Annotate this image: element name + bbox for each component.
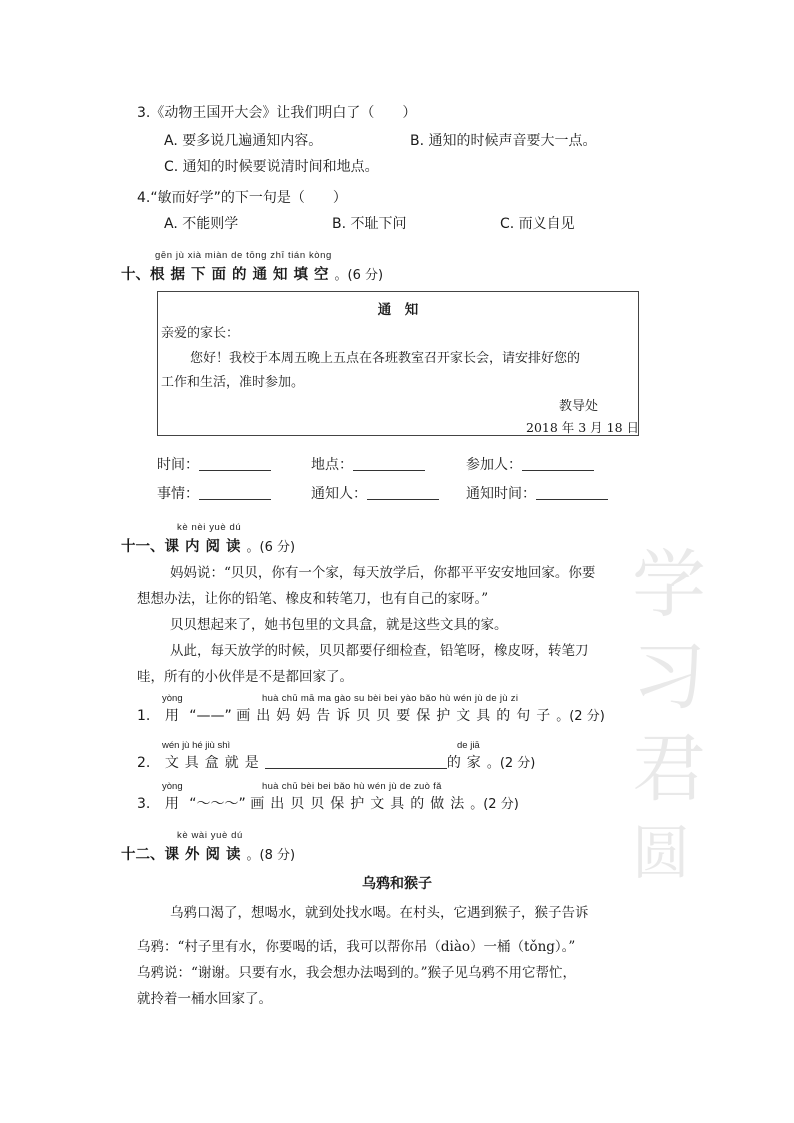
section-number: 十一、 (121, 539, 165, 555)
reading-question-1: 1. 用 “——” 画出妈妈告诉贝贝要保护文具的句子。(2 分) (137, 708, 605, 724)
story-line: 乌鸦：“村子里有水，你要喝的话，我可以帮你吊（diào）一桶（tǒng）。” (137, 939, 576, 955)
story-title: 乌鸦和猴子 (362, 876, 432, 892)
blank-line[interactable] (199, 485, 271, 500)
notice-date: 2018 年 3 月 18 日 (526, 420, 640, 435)
section-title: 根据下面的通知填空 (150, 267, 335, 283)
passage-line: 哇，所有的小伙伴是不是都回家了。 (137, 669, 353, 685)
q1-pinyin-2: huà chū mā ma gào su bèi bei yào bǎo hù wén jù de jù zi (262, 693, 519, 704)
option-a: A. 要多说几遍通知内容。 (164, 133, 323, 149)
watermark-char: 君 (632, 726, 706, 812)
question-number: 3. (137, 796, 151, 812)
section12-heading (121, 843, 295, 864)
q2-pinyin-2: de jiā (457, 740, 480, 751)
q2-pinyin-1: wén jù hé jiù shì (162, 740, 231, 751)
question-stem: 《动物王国开大会》让我们明白了（ ） (150, 105, 417, 121)
question-number: 2. (137, 755, 151, 771)
question-4 (137, 188, 347, 208)
notice-box (157, 291, 639, 436)
section10-pinyin: gēn jù xià miàn de tōng zhī tián kòng (155, 250, 332, 261)
notice-body-line2: 工作和生活，准时参加。 (161, 375, 305, 390)
question-number: 1. (137, 708, 151, 724)
blank-line[interactable] (353, 456, 425, 471)
option-b: B. 通知的时候声音要大一点。 (410, 133, 597, 149)
reading-question-2: 2. 文具盒就是 的家。(2 分) (137, 755, 536, 771)
passage-line: 妈妈说：“贝贝，你有一个家，每天放学后，你都平平安安地回家。你要 (170, 565, 596, 581)
question-stem: “敏而好学”的下一句是（ ） (150, 190, 347, 206)
notice-title: 通 知 (377, 302, 419, 318)
question-number: 4. (137, 190, 151, 206)
field-time: 时间： (157, 455, 271, 475)
notice-greeting: 亲爱的家长： (161, 326, 240, 341)
q3-pinyin-1: yòng (162, 781, 183, 792)
passage-line: 贝贝想起来了，她书包里的文具盒，就是这些文具的家。 (170, 617, 508, 633)
field-notice-time: 通知时间： (466, 484, 608, 504)
passage-line: 从此，每天放学的时候，贝贝都要仔细检查，铅笔呀，橡皮呀，转笔刀 (170, 643, 589, 659)
watermark-char: 学 (632, 542, 706, 628)
watermark-char: 习 (632, 634, 706, 720)
section10-heading (121, 263, 383, 284)
section-score: 。(6 分) (334, 268, 384, 283)
story-line: 乌鸦口渴了，想喝水，就到处找水喝。在村头，它遇到猴子，猴子告诉 (170, 905, 589, 921)
field-place: 地点： (311, 455, 425, 475)
field-participants: 参加人： (466, 455, 594, 475)
field-notifier: 通知人： (311, 484, 439, 504)
notice-signer: 教导处 (559, 399, 599, 414)
q1-pinyin-1: yòng (162, 693, 183, 704)
story-line: 乌鸦说：“谢谢。只要有水，我会想办法喝到的。”猴子见乌鸦不用它帮忙， (137, 965, 577, 981)
story-line: 就拎着一桶水回家了。 (137, 991, 272, 1007)
question-number: 3. (137, 105, 151, 121)
section-number: 十二、 (121, 847, 165, 863)
answer-blank[interactable] (265, 754, 447, 769)
blank-line[interactable] (199, 456, 271, 471)
underline-mark: “——” (189, 708, 232, 724)
option-c: C. 而义自见 (500, 216, 575, 232)
section-title: 课外阅读 (164, 847, 247, 863)
section-title: 课内阅读 (164, 539, 247, 555)
section11-pinyin: kè nèi yuè dú (177, 522, 242, 533)
option-c: C. 通知的时候要说清时间和地点。 (164, 159, 379, 175)
question-3 (137, 103, 416, 123)
section-number: 十、 (121, 267, 150, 283)
field-event: 事情： (157, 484, 271, 504)
watermark-char: 圆 (632, 819, 691, 887)
blank-line[interactable] (367, 485, 439, 500)
option-b: B. 不耻下问 (332, 216, 407, 232)
section-score: 。(8 分) (246, 848, 296, 863)
section11-heading (121, 535, 295, 556)
passage-line: 想想办法，让你的铅笔、橡皮和转笔刀，也有自己的家呀。” (137, 591, 489, 607)
section-score: 。(6 分) (246, 540, 296, 555)
section12-pinyin: kè wài yuè dú (177, 830, 243, 841)
q3-pinyin-2: huà chū bèi bei bǎo hù wén jù de zuò fǎ (262, 781, 442, 792)
blank-line[interactable] (522, 456, 594, 471)
notice-body-line1: 您好！我校于本周五晚上五点在各班教室召开家长会，请安排好您的 (190, 351, 581, 366)
wavy-mark: “～～～” (189, 796, 246, 812)
blank-line[interactable] (536, 485, 608, 500)
reading-question-3: 3. 用 “～～～” 画出贝贝保护文具的做法。(2 分) (137, 796, 519, 812)
option-a: A. 不能则学 (164, 216, 239, 232)
